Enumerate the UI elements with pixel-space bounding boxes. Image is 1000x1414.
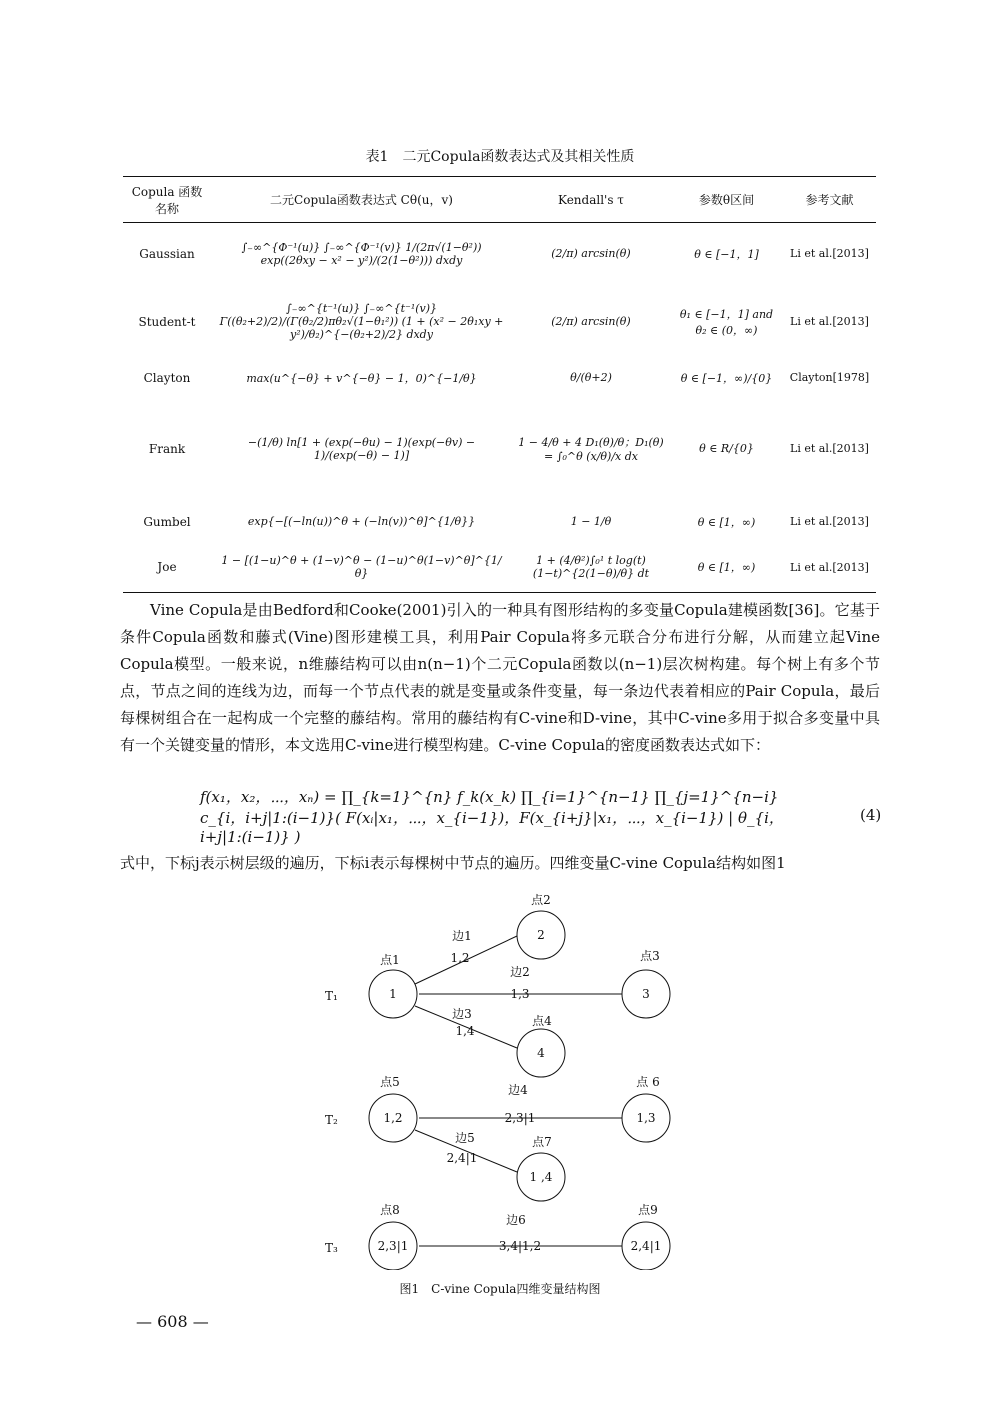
reference: Li et al.[2013] [790,247,869,261]
copula-name: Joe [157,560,177,575]
header-param: 参数θ区间 [698,193,755,207]
figure-caption: 图1 C-vine Copula四维变量结构图 [399,1282,601,1296]
density-equation: f(x₁，x₂，⋯，xₙ) = ∏_{k=1}^{n} f_k(x_k) ∏_{i=1}^{n−1} ∏_{j=1}^{n−i} c_{i，i+j|1:(i−1)}( F(xᵢ|x₁，⋯，x_{i−1})，F(x_{i+j}|x₁，⋯，x_{i−1}) | θ_{i，i+j|1:(i−1)} ) [200,788,784,846]
edge-value: 1,2 [450,951,470,965]
table-caption: 表1 二元Copula函数表达式及其相关性质 [365,149,635,165]
edge-value: 3,4|1,2 [498,1239,542,1253]
table-row [123,223,876,285]
table-row [123,359,876,397]
kendall-tau: 1 + (4/θ²)∫₀¹ t log(t)(1−t)^{2(1−θ)/θ} dt [532,554,650,581]
param-interval: θ ∈ R/{0} [699,442,754,455]
copula-expression: max(u^{−θ} + v^{−θ} − 1，0)^{−1/θ} [246,371,477,385]
node-value: 3 [642,987,650,1001]
copula-expression: −(1/θ) ln[1 + (exp(−θu) − 1)(exp(−θv) − 1)/(exp(−θ) − 1)] [247,435,476,462]
table-row [123,501,876,543]
edge-label: 边3 [452,1007,472,1021]
tree-label: T₁ [325,989,338,1003]
node-label: 点 6 [636,1075,660,1089]
c-vine-diagram [310,880,690,1270]
node-value: 1,3 [636,1111,656,1125]
kendall-tau: 1 − 4/θ + 4 D₁(θ)/θ；D₁(θ) = ∫₀^θ (x/θ)/x dx [518,436,664,463]
copula-name: Student-t [138,314,196,329]
node-label: 点2 [531,893,551,907]
node-value: 2,4|1 [630,1239,662,1253]
body-paragraph: 式中，下标j表示树层级的遍历，下标i表示每棵树中节点的遍历。四维变量C-vine Copula结构如图1 [120,854,786,872]
header-expression: 二元Copula函数表达式 Cθ(u，v) [270,193,453,207]
copula-expression: ∫₋∞^{Φ⁻¹(u)} ∫₋∞^{Φ⁻¹(v)} 1/(2π√(1−θ²)) exp((2θxy − x² − y²)/(2(1−θ²))) dxdy [241,240,482,267]
node-value: 2 [537,928,545,942]
param-interval: θ ∈ [1，∞) [697,561,756,575]
node-value: 1,2 [383,1111,403,1125]
reference: Li et al.[2013] [790,515,869,528]
edge-value: 2,3|1 [504,1111,536,1125]
table-row [123,543,876,593]
copula-table [123,176,876,593]
tree-label: T₂ [325,1113,338,1127]
page-number: — 608 — [136,1312,209,1331]
param-interval: θ₁ ∈ [−1，1] and θ₂ ∈ (0，∞) [679,307,774,337]
node-label: 点8 [380,1203,400,1217]
edge-value: 1,3 [510,987,530,1001]
edge-label: 边5 [455,1131,475,1145]
kendall-tau: 1 − 1/θ [570,515,612,528]
reference: Li et al.[2013] [790,315,869,328]
node-label: 点3 [640,949,660,963]
header-name: Copula 函数名称 [131,184,203,216]
table-row [123,285,876,359]
copula-name: Gaussian [139,246,195,261]
edge-label: 边6 [506,1213,526,1227]
node-label: 点4 [532,1014,552,1028]
node-value: 4 [537,1046,545,1060]
copula-expression: ∫₋∞^{t⁻¹(u)} ∫₋∞^{t⁻¹(v)} Γ((θ₂+2)/2)/(Γ(θ₂/2)πθ₂√(1−θ₁²)) (1 + (x² − 2θ₁xy + y²)/θ₂)^{−(θ₂+2)/2} dxdy [219,302,504,341]
node-value: 2,3|1 [377,1239,409,1253]
node-value: 1 [389,987,397,1001]
param-interval: θ ∈ [−1，1] [694,247,759,261]
reference: Li et al.[2013] [790,442,869,455]
edge-value: 1,4 [455,1024,475,1038]
kendall-tau: (2/π) arcsin(θ) [551,315,631,328]
copula-expression: exp{−[(−ln(u))^θ + (−ln(v))^θ]^{1/θ}} [247,515,476,528]
copula-name: Frank [148,441,186,456]
node-label: 点7 [532,1135,552,1149]
copula-name: Gumbel [143,514,191,529]
edge-label: 边1 [452,929,472,943]
node-label: 点9 [638,1203,658,1217]
node-label: 点1 [380,953,400,967]
reference: Li et al.[2013] [790,560,869,574]
copula-expression: 1 − [(1−u)^θ + (1−v)^θ − (1−u)^θ(1−v)^θ]^{1/θ} [221,554,502,581]
equation-number: (4) [860,806,882,824]
node-label: 点5 [380,1075,400,1089]
param-interval: θ ∈ [−1，∞)/{0} [680,371,773,385]
kendall-tau: (2/π) arcsin(θ) [551,247,631,261]
edge-label: 边4 [508,1083,528,1097]
body-paragraph: Vine Copula是由Bedford和Cooke(2001)引入的一种具有图形结构的多变量Copula建模函数[36]。它基于条件Copula函数和藤式(Vine)图形建模工具，利用Pair Copula将多元联合分布进行分解，从而建立起Vine Copula模型。一般来说，n维藤结构可以由n(n−1)个二元Copula函数以(n−1)层次树构建。每个树上有多个节点，节点之间的连线为边，而每一个节点代表的就是变量或条件变量，每一条边代表着相应的Pair Copula，最后每棵树组合在一起构成一个完整的藤结构。常用的藤结构有C-vine和D-vine，其中C-vine多用于拟合多变量中具有一个关键变量的情形，本文选用C-vine进行模型构建。C-vine Copula的密度函数表达式如下： [120,601,880,754]
param-interval: θ ∈ [1，∞) [697,515,756,529]
tree-label: T₃ [325,1241,338,1255]
kendall-tau: θ/(θ+2) [570,371,612,384]
header-kendall: Kendall's τ [558,192,624,207]
table-row [123,397,876,501]
reference: Clayton[1978] [789,371,870,384]
header-ref: 参考文献 [805,193,854,207]
node-value: 1 ,4 [529,1170,553,1184]
edge-label: 边2 [510,965,530,979]
edge-value: 2,4|1 [446,1151,478,1165]
table-header-row [123,177,876,223]
copula-name: Clayton [143,370,191,385]
